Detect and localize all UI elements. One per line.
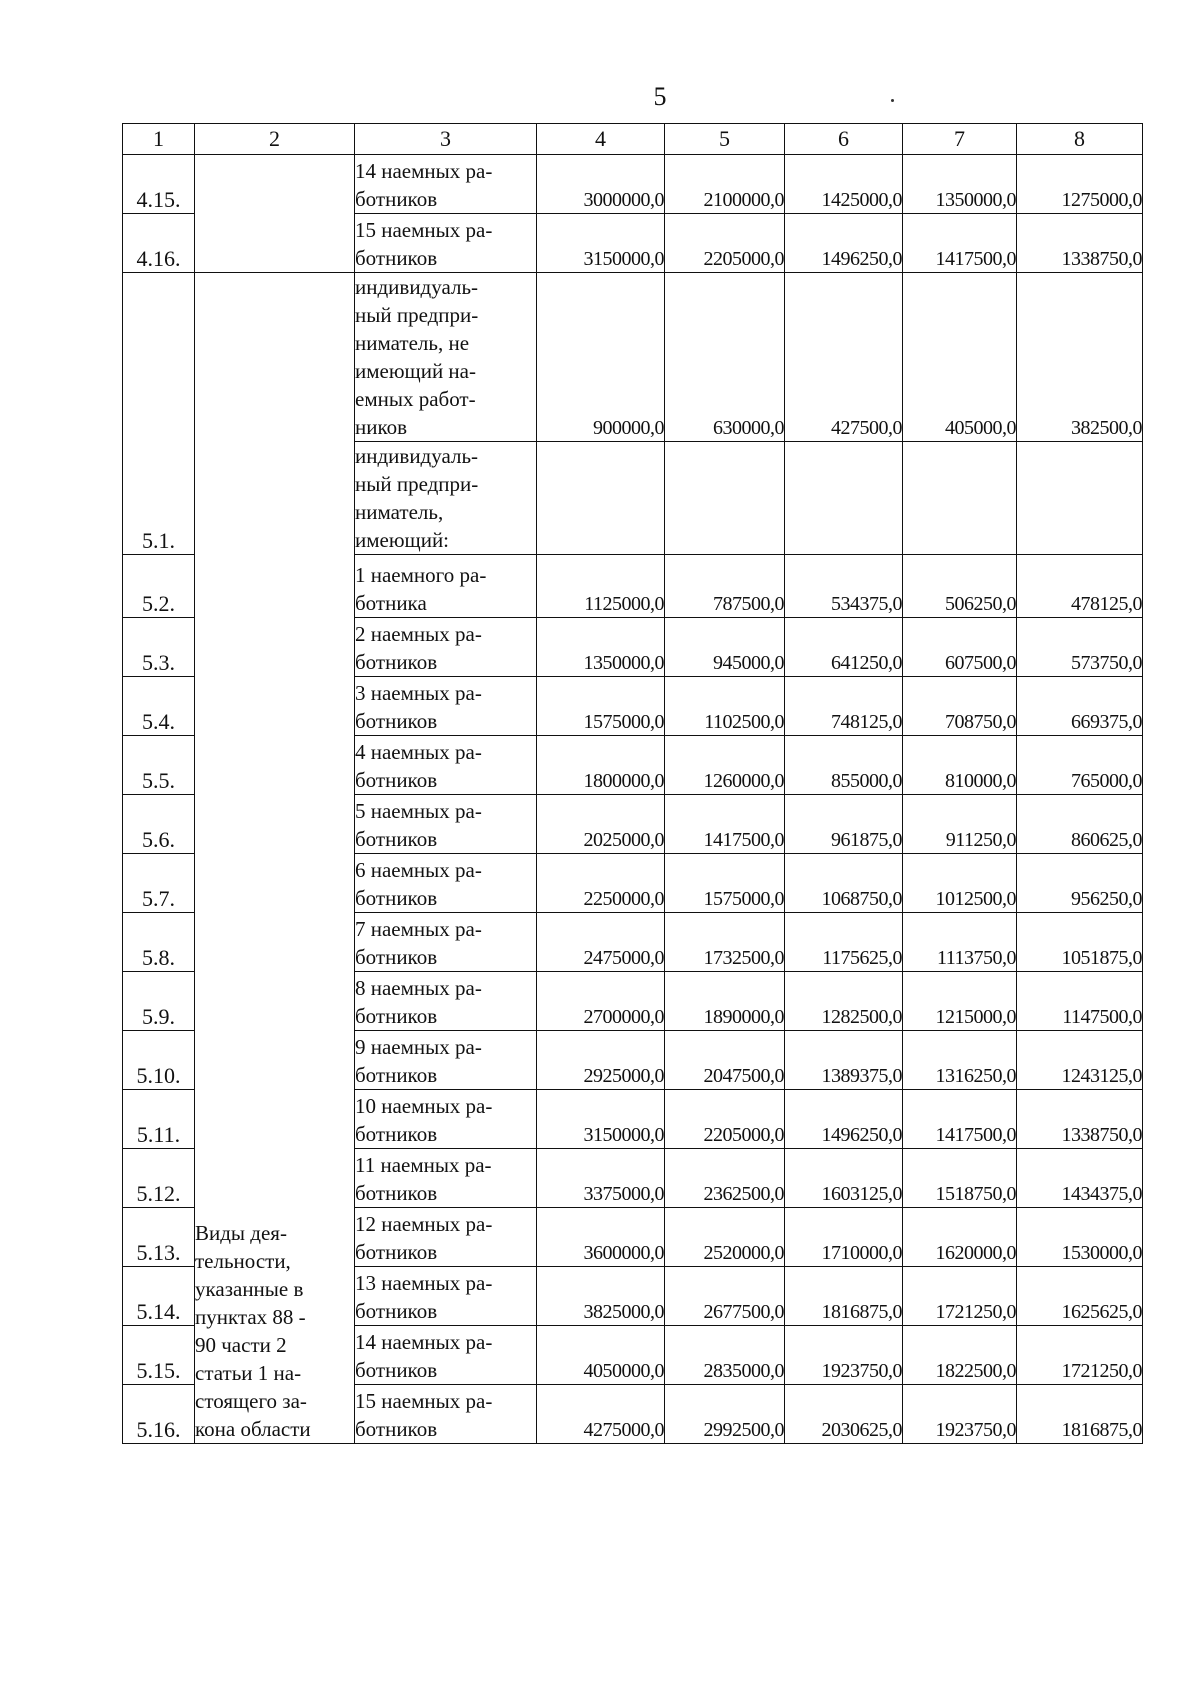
value-cell: 382500,0 — [1017, 273, 1143, 442]
row-number-cell: 4.15. — [123, 155, 195, 214]
value-cell: 1575000,0 — [665, 854, 785, 913]
row-description-cell — [355, 618, 537, 677]
description-line: ботников — [355, 1299, 438, 1323]
value-cell: 3600000,0 — [537, 1208, 665, 1267]
value-cell: 1243125,0 — [1017, 1031, 1143, 1090]
activity-line: пунктах 88 - — [195, 1305, 306, 1329]
value-cell: 1800000,0 — [537, 736, 665, 795]
value-cell: 1721250,0 — [903, 1267, 1017, 1326]
value-cell: 2250000,0 — [537, 854, 665, 913]
row-number-cell: 5.2. — [123, 555, 195, 618]
value-cell: 2047500,0 — [665, 1031, 785, 1090]
value-cell: 1620000,0 — [903, 1208, 1017, 1267]
row-number-cell: 5.8. — [123, 913, 195, 972]
value-cell: 1625625,0 — [1017, 1267, 1143, 1326]
value-cell: 506250,0 — [903, 555, 1017, 618]
value-cell: 1147500,0 — [1017, 972, 1143, 1031]
description-line: ботников — [355, 709, 438, 733]
empty-value-cell — [537, 442, 665, 555]
row-number-cell: 5.11. — [123, 1090, 195, 1149]
value-cell: 573750,0 — [1017, 618, 1143, 677]
row-number-cell: 5.9. — [123, 972, 195, 1031]
value-cell: 2025000,0 — [537, 795, 665, 854]
description-line: 15 наемных ра- — [355, 1389, 493, 1413]
row-number-cell: 4.16. — [123, 214, 195, 273]
row-description-cell — [355, 155, 537, 214]
description-line: ботников — [355, 1181, 438, 1205]
value-cell: 3150000,0 — [537, 1090, 665, 1149]
header-cell: 5 — [665, 124, 785, 155]
value-cell: 1350000,0 — [903, 155, 1017, 214]
value-cell: 641250,0 — [785, 618, 903, 677]
blank-activity-cell — [195, 155, 355, 273]
row-description-cell — [355, 677, 537, 736]
value-cell: 1068750,0 — [785, 854, 903, 913]
description-line: 11 наемных ра- — [355, 1153, 492, 1177]
value-cell: 787500,0 — [665, 555, 785, 618]
value-cell: 1721250,0 — [1017, 1326, 1143, 1385]
value-cell: 1923750,0 — [785, 1326, 903, 1385]
value-cell: 1518750,0 — [903, 1149, 1017, 1208]
description-line: 10 наемных ра- — [355, 1094, 493, 1118]
value-cell: 669375,0 — [1017, 677, 1143, 736]
header-cell: 8 — [1017, 124, 1143, 155]
description-line: 12 наемных ра- — [355, 1212, 493, 1236]
value-cell: 1425000,0 — [785, 155, 903, 214]
value-cell: 1260000,0 — [665, 736, 785, 795]
description-line: ниматель, не — [355, 331, 470, 355]
table-header-row — [123, 124, 1143, 155]
value-cell: 2677500,0 — [665, 1267, 785, 1326]
row-description-cell — [355, 972, 537, 1031]
description-line: индивидуаль- — [355, 275, 479, 299]
value-cell: 1417500,0 — [665, 795, 785, 854]
value-cell: 2992500,0 — [665, 1385, 785, 1444]
row-number-cell: 5.7. — [123, 854, 195, 913]
value-cell: 1113750,0 — [903, 913, 1017, 972]
value-cell: 2362500,0 — [665, 1149, 785, 1208]
activity-line: кона области — [195, 1417, 311, 1441]
description-line: ботников — [355, 1417, 438, 1441]
value-cell: 1530000,0 — [1017, 1208, 1143, 1267]
row-number-cell: 5.15. — [123, 1326, 195, 1385]
row-description-cell — [355, 913, 537, 972]
tariff-table — [122, 123, 1143, 1444]
value-cell: 1923750,0 — [903, 1385, 1017, 1444]
description-line: 7 наемных ра- — [355, 917, 482, 941]
value-cell: 1389375,0 — [785, 1031, 903, 1090]
value-cell: 1732500,0 — [665, 913, 785, 972]
row-number-cell: 5.6. — [123, 795, 195, 854]
value-cell: 3825000,0 — [537, 1267, 665, 1326]
value-cell: 1125000,0 — [537, 555, 665, 618]
value-cell: 1822500,0 — [903, 1326, 1017, 1385]
subheader-line: ниматель, — [355, 500, 444, 524]
value-cell: 2700000,0 — [537, 972, 665, 1031]
row-description-cell — [355, 795, 537, 854]
row-description-cell — [355, 1149, 537, 1208]
description-line: ботников — [355, 187, 438, 211]
value-cell: 961875,0 — [785, 795, 903, 854]
activity-cell — [195, 273, 355, 1444]
value-cell: 2030625,0 — [785, 1385, 903, 1444]
value-cell: 1575000,0 — [537, 677, 665, 736]
description-line: ный предпри- — [355, 303, 479, 327]
value-cell: 1350000,0 — [537, 618, 665, 677]
value-cell: 748125,0 — [785, 677, 903, 736]
row-description-cell — [355, 214, 537, 273]
description-line: 1 наемного ра- — [355, 563, 487, 587]
value-cell: 1338750,0 — [1017, 1090, 1143, 1149]
description-line: ботника — [355, 591, 427, 615]
description-line: ботников — [355, 945, 438, 969]
description-line: ников — [355, 415, 408, 439]
value-cell: 3000000,0 — [537, 155, 665, 214]
value-cell: 1816875,0 — [1017, 1385, 1143, 1444]
description-line: 13 наемных ра- — [355, 1271, 493, 1295]
row-description-cell — [355, 1385, 537, 1444]
description-line: ботников — [355, 1004, 438, 1028]
header-cell: 6 — [785, 124, 903, 155]
description-line: ботников — [355, 650, 438, 674]
activity-line: указанные в — [195, 1277, 304, 1301]
description-line: 14 наемных ра- — [355, 159, 493, 183]
value-cell: 1417500,0 — [903, 214, 1017, 273]
subheader-line: индивидуаль- — [355, 444, 479, 468]
value-cell: 2925000,0 — [537, 1031, 665, 1090]
header-cell: 4 — [537, 124, 665, 155]
value-cell: 2205000,0 — [665, 1090, 785, 1149]
activity-line: 90 части 2 — [195, 1333, 287, 1357]
row-description-cell — [355, 1031, 537, 1090]
description-line: ботников — [355, 1358, 438, 1382]
page-number: 5 — [653, 82, 667, 111]
value-cell: 1890000,0 — [665, 972, 785, 1031]
description-line: 2 наемных ра- — [355, 622, 482, 646]
value-cell: 1102500,0 — [665, 677, 785, 736]
value-cell: 1496250,0 — [785, 1090, 903, 1149]
value-cell: 3150000,0 — [537, 214, 665, 273]
header-cell: 1 — [123, 124, 195, 155]
value-cell: 1338750,0 — [1017, 214, 1143, 273]
description-line: 8 наемных ра- — [355, 976, 482, 1000]
subheader-line: ный предпри- — [355, 472, 479, 496]
row-description-cell — [355, 1326, 537, 1385]
description-line: емных работ- — [355, 387, 476, 411]
description-line: 3 наемных ра- — [355, 681, 482, 705]
header-cell: 2 — [195, 124, 355, 155]
value-cell: 1282500,0 — [785, 972, 903, 1031]
value-cell: 945000,0 — [665, 618, 785, 677]
value-cell: 708750,0 — [903, 677, 1017, 736]
row-description-cell — [355, 736, 537, 795]
value-cell: 1710000,0 — [785, 1208, 903, 1267]
value-cell: 2475000,0 — [537, 913, 665, 972]
description-line: 5 наемных ра- — [355, 799, 482, 823]
row-number-cell: 5.14. — [123, 1267, 195, 1326]
description-line: ботников — [355, 246, 438, 270]
value-cell: 607500,0 — [903, 618, 1017, 677]
description-line: ботников — [355, 827, 438, 851]
value-cell: 1816875,0 — [785, 1267, 903, 1326]
value-cell: 860625,0 — [1017, 795, 1143, 854]
row-number-cell: 5.1. — [123, 273, 195, 555]
value-cell: 900000,0 — [537, 273, 665, 442]
value-cell: 1603125,0 — [785, 1149, 903, 1208]
empty-value-cell — [1017, 442, 1143, 555]
subheader-line: имеющий: — [355, 528, 450, 552]
row-description-cell — [355, 1267, 537, 1326]
row-description-cell — [355, 1208, 537, 1267]
value-cell: 1175625,0 — [785, 913, 903, 972]
value-cell: 427500,0 — [785, 273, 903, 442]
value-cell: 810000,0 — [903, 736, 1017, 795]
value-cell: 534375,0 — [785, 555, 903, 618]
row-number-cell: 5.5. — [123, 736, 195, 795]
description-line: имеющий на- — [355, 359, 476, 383]
value-cell: 630000,0 — [665, 273, 785, 442]
row-description-cell — [355, 442, 537, 555]
value-cell: 1051875,0 — [1017, 913, 1143, 972]
row-description-cell — [355, 273, 537, 442]
activity-line: стоящего за- — [195, 1389, 307, 1413]
activity-line: Виды дея- — [195, 1221, 287, 1245]
description-line: 15 наемных ра- — [355, 218, 493, 242]
header-cell: 7 — [903, 124, 1017, 155]
value-cell: 911250,0 — [903, 795, 1017, 854]
row-description-cell — [355, 854, 537, 913]
table-row — [123, 155, 1143, 214]
value-cell: 1215000,0 — [903, 972, 1017, 1031]
activity-line: статьи 1 на- — [195, 1361, 302, 1385]
value-cell: 3375000,0 — [537, 1149, 665, 1208]
description-line: ботников — [355, 886, 438, 910]
value-cell: 405000,0 — [903, 273, 1017, 442]
row-number-cell: 5.16. — [123, 1385, 195, 1444]
value-cell: 1316250,0 — [903, 1031, 1017, 1090]
table-row — [123, 273, 1143, 442]
description-line: ботников — [355, 1240, 438, 1264]
description-line: 4 наемных ра- — [355, 740, 482, 764]
description-line: 6 наемных ра- — [355, 858, 482, 882]
value-cell: 855000,0 — [785, 736, 903, 795]
value-cell: 4050000,0 — [537, 1326, 665, 1385]
description-line: ботников — [355, 1063, 438, 1087]
value-cell: 2205000,0 — [665, 214, 785, 273]
description-line: ботников — [355, 1122, 438, 1146]
row-description-cell — [355, 555, 537, 618]
value-cell: 1275000,0 — [1017, 155, 1143, 214]
value-cell: 478125,0 — [1017, 555, 1143, 618]
value-cell: 2520000,0 — [665, 1208, 785, 1267]
value-cell: 1496250,0 — [785, 214, 903, 273]
value-cell: 1012500,0 — [903, 854, 1017, 913]
value-cell: 2835000,0 — [665, 1326, 785, 1385]
empty-value-cell — [665, 442, 785, 555]
value-cell: 765000,0 — [1017, 736, 1143, 795]
row-number-cell: 5.4. — [123, 677, 195, 736]
row-number-cell: 5.12. — [123, 1149, 195, 1208]
value-cell: 4275000,0 — [537, 1385, 665, 1444]
header-cell: 3 — [355, 124, 537, 155]
row-description-cell — [355, 1090, 537, 1149]
value-cell: 1417500,0 — [903, 1090, 1017, 1149]
description-line: 14 наемных ра- — [355, 1330, 493, 1354]
row-number-cell: 5.10. — [123, 1031, 195, 1090]
row-number-cell: 5.13. — [123, 1208, 195, 1267]
description-line: ботников — [355, 768, 438, 792]
value-cell: 956250,0 — [1017, 854, 1143, 913]
row-number-cell: 5.3. — [123, 618, 195, 677]
description-line: 9 наемных ра- — [355, 1035, 482, 1059]
value-cell: 2100000,0 — [665, 155, 785, 214]
empty-value-cell — [903, 442, 1017, 555]
activity-line: тельности, — [195, 1249, 291, 1273]
scan-speck — [891, 99, 894, 102]
empty-value-cell — [785, 442, 903, 555]
value-cell: 1434375,0 — [1017, 1149, 1143, 1208]
